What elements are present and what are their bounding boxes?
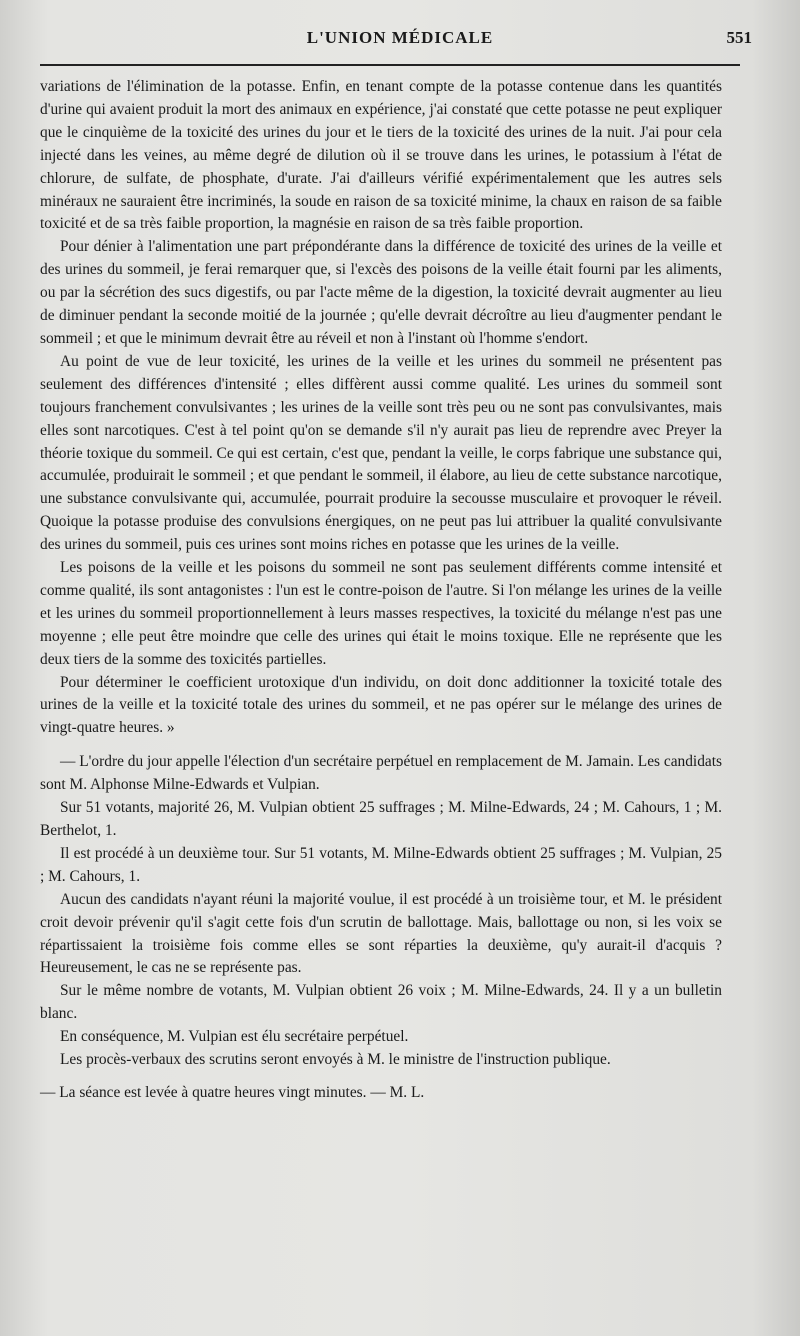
paragraph: Aucun des candidats n'ayant réuni la majorité voulue, il est procédé à un troisième tour, et M. le président croit devoir prévenir qu'il s'agit cette fois d'un scrutin de ballottage. Mais, ballottage ou non, si les voix se répartissaient la troisième fois comme elles se sont réparties la deuxième, qu'y aurait-il d'acquis ? Heureusement, le cas ne se représente pas. (40, 890, 722, 977)
article-body (40, 76, 722, 1105)
page-header (30, 28, 770, 54)
header-rule (40, 64, 740, 66)
paragraph: Pour déterminer le coefficient urotoxique d'un individu, on doit donc additionner la toxicité totale des urines de la veille et la toxicité totale des urines du sommeil, et ne pas opérer sur le mélange des urines de vingt-quatre heures. » (40, 673, 722, 737)
section-break (40, 740, 722, 751)
paragraph: Sur 51 votants, majorité 26, M. Vulpian obtient 25 suffrages ; M. Milne-Edwards, 24 ; M. Cahours, 1 ; M. Berthelot, 1. (40, 799, 722, 839)
paragraph: En conséquence, M. Vulpian est élu secrétaire perpétuel. (60, 1028, 409, 1046)
paragraph: Au point de vue de leur toxicité, les urines de la veille et les urines du sommeil ne présentent pas seulement des différences d'intensité ; elles diffèrent aussi comme qualité. Les urines du sommeil sont toujours franchement convulsivantes ; les urines de la veille sont très peu ou ne sont pas convulsivantes, mais elles sont narcotiques. C'est à tel point qu'on se demande s'il n'y aurait pas lieu de reprendre avec Preyer la théorie toxique du sommeil. Ce qui est certain, c'est que, pendant la veille, le corps fabrique une substance qui, accumulée, produirait le sommeil ; et que pendant le sommeil, il élabore, au lieu de cette substance narcotique, une substance convulsivante qui, accumulée, pourrait produire la secousse musculaire et provoquer le réveil. Quoique la potasse produise des convulsions énergiques, on ne peut pas lui attribuer la qualité convulsivante des urines du sommeil, puis ces urines sont moins riches en potasse que les urines de la veille. (40, 352, 722, 554)
paragraph: Les procès-verbaux des scrutins seront envoyés à M. le ministre de l'instruction publique. (60, 1051, 611, 1069)
paragraph: Il est procédé à un deuxième tour. Sur 51 votants, M. Milne-Edwards obtient 25 suffrages ; M. Vulpian, 25 ; M. Cahours, 1. (40, 844, 722, 885)
page-number: 551 (726, 28, 752, 47)
paragraph: — L'ordre du jour appelle l'élection d'un secrétaire perpétuel en remplacement de M. Jamain. Les candidats sont M. Alphonse Milne-Edwards et Vulpian. (40, 753, 722, 794)
running-title: L'UNION MÉDICALE (306, 28, 494, 47)
paragraph: Les poisons de la veille et les poisons du sommeil ne sont pas seulement différents comme intensité et comme qualité, ils sont antagonistes : l'un est le contre-poison de l'autre. Si l'on mélange les urines de la veille et les urines du sommeil proportionnellement à leurs masses respectives, la toxicité du mélange n'est pas une moyenne ; elle peut être moindre que celle des urines qui était le moins toxique. Elle ne représente que les deux tiers de la somme des toxicités partielles. (40, 559, 722, 668)
paragraph: Sur le même nombre de votants, M. Vulpian obtient 26 voix ; M. Milne-Edwards, 24. Il y a un bulletin blanc. (40, 982, 722, 1023)
paragraph: Pour dénier à l'alimentation une part prépondérante dans la différence de toxicité des urines de la veille et des urines du sommeil, je ferai remarquer que, si l'excès des poisons de la veille était fourni par les aliments, ou par la sécrétion des sucs digestifs, ou par l'acte même de la digestion, la toxicité devrait augmenter au lieu de diminuer pendant la seconde moitié de la journée ; qu'elle devrait décroître au lieu d'augmenter pendant le sommeil ; et que le minimum devrait être au réveil et non à l'instant où l'homme s'endort. (40, 238, 722, 347)
paragraph: variations de l'élimination de la potasse. Enfin, en tenant compte de la potasse contenue dans les quantités d'urine qui avaient produit la mort des animaux en expérience, j'ai constaté que cette potasse ne peut expliquer que le cinquième de la toxicité des urines du jour et le tiers de la toxicité des urines de la nuit. J'ai pour cela injecté dans les veines, au même degré de dilution où il se trouve dans les urines, le potassium à l'état de chlorure, de sulfate, de phosphate, d'urate. J'ai d'ailleurs vérifié expérimentalement que les autres sels minéraux ne sauraient être incriminés, la soude en raison de sa toxicité minime, la chaux en raison de sa faible toxicité et de sa très faible proportion, la magnésie en raison de sa très faible proportion. (40, 78, 722, 233)
closing-line: — La séance est levée à quatre heures vingt minutes. — M. L. (40, 1083, 425, 1101)
